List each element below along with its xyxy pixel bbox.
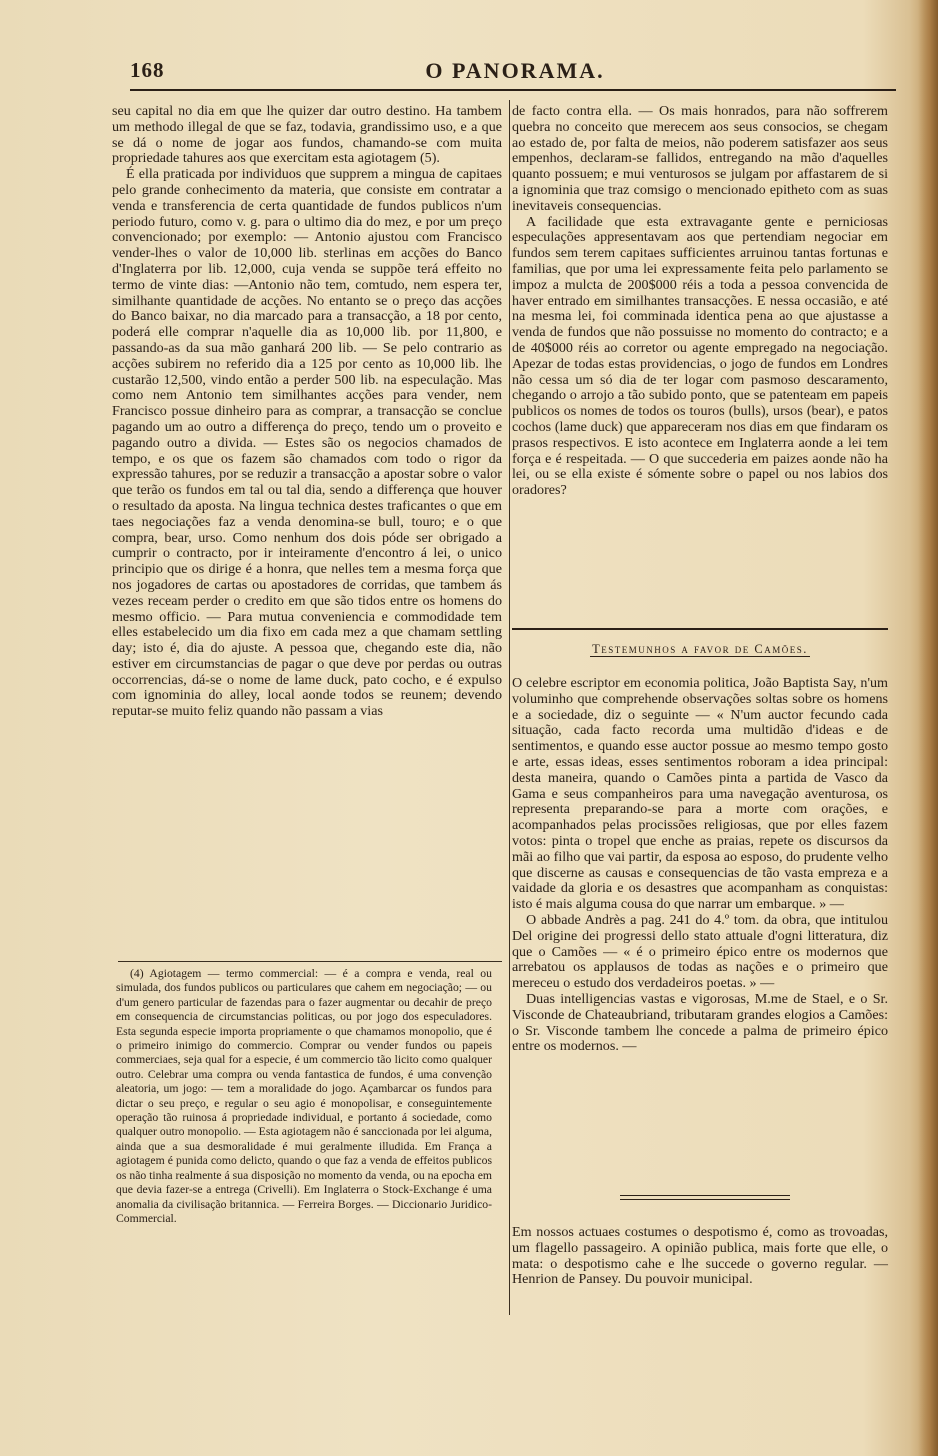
footnote-rule [118, 961, 502, 962]
section-rule [512, 628, 888, 630]
camoes-article [512, 676, 888, 1055]
page-edge-shadow [918, 0, 938, 1456]
right-column [512, 104, 888, 499]
left-paragraph-1: seu capital no dia em que lhe quizer dar outro destino. Ha tambem um methodo illegal de que se faz, todavia, grandissimo uso, e a que se dá o nome de jogar aos fundos, chamando-se com muita propriedade tahures aos que exercitam esta agiotagem (5). [112, 103, 502, 167]
section-title [512, 642, 888, 657]
article-paragraph-2: O abbade Andrès a pag. 241 do 4.º tom. da obra, que intitulou Del origine dei progressi dello stato attuale d'ogni litteratura, diz que o Camões — « é o primeiro épico entre os modernos que arrebatou os applausos de todas as nações e o primeiro que mereceu o estudo dos verdadeiros poetas. » — [512, 911, 888, 992]
header-rule [130, 89, 896, 91]
footnote [116, 967, 492, 1226]
footnote-text: (4) Agiotagem — termo commercial: — é a compra e venda, real ou simulada, dos fundos publicos ou particulares que cahem em negociação; — ou d'um genero particular de fazendas para o fazer augmentar ou decahir de preço em consequencia de circumstancias politicas, ou por jogo dos especuladores. Esta segunda especie importa propriamente o que chamamos monopolio, que é o primeiro inimigo do commercio. Comprar ou vender fundos ou papeis commerciaes, seja qual for a especie, é um commercio tão licito como qualquer outro. Celebrar uma compra ou venda fantastica de fundos, é uma convenção aleatoria, um jogo: — tem a moralidade do jogo. Açambarcar os fundos para dictar o seu preço, e regular o seu agio é monopolisar, e conseguintemente operação tão ruinosa á propriedade individual, e portanto á sociedade, como qualquer outro monopolio. — Esta agiotagem não é sanccionada por lei alguma, ainda que a sua desmoralidade é mui geralmente illudida. Em França a agiotagem é punida como delicto, quando o que faz a venda de effeitos publicos os não tinha realmente á sua disposição no momento da venda, ou na epocha em que devia fazer-se a entrega (Crivelli). Em Inglaterra o Stock-Exchange é uma anomalia da civilisação britannica. — Ferreira Borges. — Diccionario Juridico-Commercial. [116, 967, 492, 1225]
page-header [130, 58, 900, 88]
page-number: 168 [130, 58, 165, 82]
left-column [112, 104, 502, 720]
separator-rule-bottom [620, 1199, 790, 1200]
article-paragraph-1: O celebre escriptor em economia politica, João Baptista Say, n'um voluminho que comprehende observações soltas sobre os homens e a sociedade, diz o seguinte — « N'um auctor fecundo cada situação, cada facto recorda uma multidão d'ideas e de sentimentos, e quando esse auctor possue ao mesmo tempo gosto e arte, essas ideas, esses sentimentos roboram a idea principal: desta maneira, quando o Camões pinta a partida de Vasco da Gama e seus companheiros para uma navegação aventurosa, os representa preparando-se para a morte com orações, e acompanhados pelas procissões religiosas, que por elles fazem votos: pinta o tropel que enche as praias, repete os discursos da mãi ao filho que vai partir, da esposa ao esposo, do prudente velho que discerne as causas e consequencias de tão vasta empreza e a vaidade da gloria e os desastres que acompanham as conquistas: isto é mais alguma cousa do que narrar um embarque. » — [512, 675, 888, 913]
article-paragraph-3: Duas intelligencias vastas e vigorosas, M.me de Stael, e o Sr. Visconde de Chateaubriand, tributaram grandes elogios a Camões: o Sr. Visconde tambem lhe concede a palma de primeiro épico entre os modernos. — [512, 990, 888, 1055]
right-paragraph-2: A facilidade que esta extravagante gente e perniciosas especulações appresentavam aos que pertendiam negociar em fundos sem terem capitaes sufficientes arruinou tantas fortunas e familias, que por uma lei expressamente feita pelo parlamento se impoz a mulcta de 200$000 réis a toda a pessoa convencida de haver entrado em similhantes transacções. E nessa occasião, e até na mesma lei, foi comminada identica pena ao que ajustasse a venda de fundos que não possuisse no momento do contracto; e a de 40$000 réis ao corretor ou agente empregado na negociação. Apezar de todas estas providencias, o jogo de fundos em Londres não cessa um só dia de ter logar com pasmoso descaramento, chegando o arrojo a tão subido ponto, que se patenteam em papeis publicos os nomes de todos os touros (bulls), ursos (bear), e patos cochos (lame duck) que appareceram nos dias em que findaram os prasos respectivos. E isto acontece em Inglaterra aonde a lei tem força e é respeitada. — O que succederia em paizes aonde não ha lei, ou se ella existe é sómente sobre o papel ou nos labios dos oradores? [512, 213, 888, 499]
closing-text: Em nossos actuaes costumes o despotismo é, como as trovoadas, um flagello passageiro. A opinião publica, mais forte que elle, o mata: o despotismo cahe e lhe succede o governo regular. — Henrion de Pansey. Du pouvoir municipal. [512, 1224, 888, 1288]
column-divider [509, 100, 510, 1315]
separator-rule-top [620, 1195, 790, 1196]
right-paragraph-1: de facto contra ella. — Os mais honrados, para não soffrerem quebra no conceito que merecem aos seus consocios, se chegam ao estado de, por falta de meios, não poderem satisfazer aos seus empenhos, declaram-se fallidos, entregando na mão d'aquelles quanto possuem; e mui venturosos se julgam por affastarem de si a ignominia que traz comsigo o mencionado epitheto com as suas inevitaveis consequencias. [512, 103, 888, 214]
section-title-text: Testemunhos a favor de Camões. [592, 642, 808, 656]
closing-paragraph [512, 1211, 888, 1302]
left-paragraph-2: É ella praticada por individuos que supprem a mingua de capitaes pelo grande conhecimento da materia, que consiste em contratar a venda e transferencia de certa quantidade de fundos publicos n'um periodo futuro, como v. g. para o ultimo dia do mez, e por um preço convencionado; por exemplo: — Antonio ajustou com Francisco vender-lhes o valor de 10,000 lib. sterlinas em acções do Banco d'Inglaterra por lib. 12,000, cuja venda se suppõe terá effeito no termo de vinte dias: —Antonio não tem, comtudo, nem espera ter, similhante quantidade de acções. No entanto se o preço das acções do Banco baixar, no dia marcado para a transacção, a 18 por cento, poderá elle comprar n'aquelle dia as 10,000 lib. por 11,800, e passando-as da sua mão ganhará 200 lib. — Se pelo contrario as acções subirem no referido dia a 125 por cento as 10,000 lib. lhe custarão 12,500, vindo então a perder 500 lib. na especulação. Mas como nem Antonio tem similhantes acções para vender, nem Francisco possue dinheiro para as comprar, a transacção se conclue pagando um ao outro a differença do preço, tendo um o proveito e pagando outro a divida. — Estes são os negocios chamados de tempo, e os que os fazem são chamados com todo o rigor da expressão tahures, por se reduzir a transacção a apostar sobre o valor que terão os fundos em tal ou tal dia, sendo a differença que houver o resultado da aposta. Na lingua technica destes traficantes o que em taes negociações faz a venda denomina-se bull, touro; e o que compra, bear, urso. Como nenhum dos dois póde ser obrigado a cumprir o contracto, por ir inteiramente d'encontro á lei, o unico principio que os dirige é a honra, que nelles tem a mesma força que nos jogadores de cartas ou apostadores de corridas, que tambem ás vezes receam perder o credito em que são tidos entre os homens do mesmo officio. — Para mutua conveniencia e commodidade tem elles estabelecido um dia fixo em cada mez a que chamam settling day; isto é, dia do ajuste. A pessoa que, chegando este dia, não estiver em circumstancias de pagar o que deve por perdas ou outras occorrencias, dá-se o nome de lame duck, pato cocho, e é expulso com ignominia do alley, local aonde todos se reunem; devendo reputar-se muito feliz quando não passam a vias [112, 166, 502, 720]
journal-title: O PANORAMA. [425, 58, 605, 83]
